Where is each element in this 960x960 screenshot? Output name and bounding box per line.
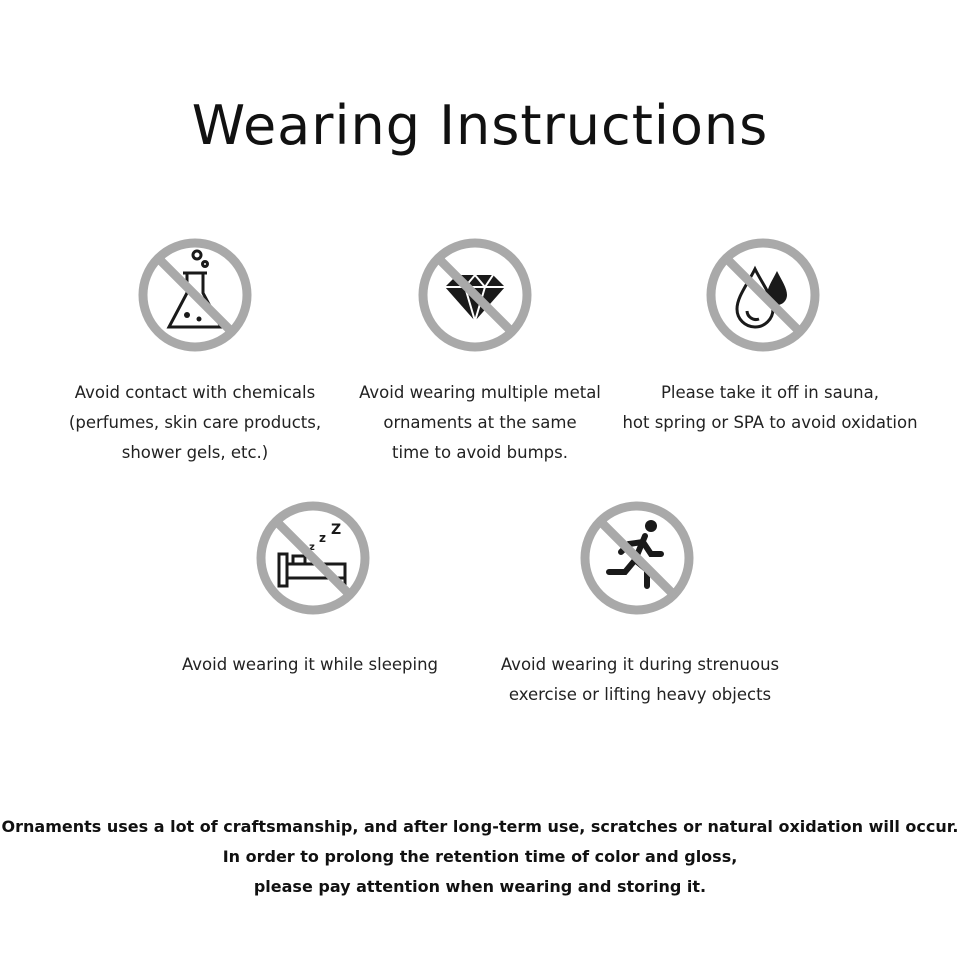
caption-exercise: Avoid wearing it during strenuous exercise or lifting heavy objects [500,655,780,704]
water-drop-icon [703,235,823,355]
caption-chemicals: Avoid contact with chemicals (perfumes, skin care products, shower gels, etc.) [68,383,322,462]
diamond-icon [415,235,535,355]
running-person-icon [577,498,697,618]
caption-sleeping: Avoid wearing it while sleeping [181,655,439,674]
care-note-line: Ornaments uses a lot of craftsmanship, and after long-term use, scratches or natural oxidation will occur. [1,817,959,836]
page-title: Wearing Instructions [191,94,769,158]
care-note-line: please pay attention when wearing and storing it. [253,877,707,896]
caption-metal-ornaments: Avoid wearing multiple metal ornaments at the same time to avoid bumps. [359,383,601,462]
care-note [0,812,960,902]
care-note-line: In order to prolong the retention time of color and gloss, [222,847,738,866]
caption-sauna: Please take it off in sauna, hot spring or SPA to avoid oxidation [622,383,918,432]
svg-text:Z: Z [331,522,342,538]
svg-text:z: z [319,531,326,545]
svg-text:z: z [309,542,315,553]
chemical-flask-icon [135,235,255,355]
bed-sleep-icon [253,498,373,618]
